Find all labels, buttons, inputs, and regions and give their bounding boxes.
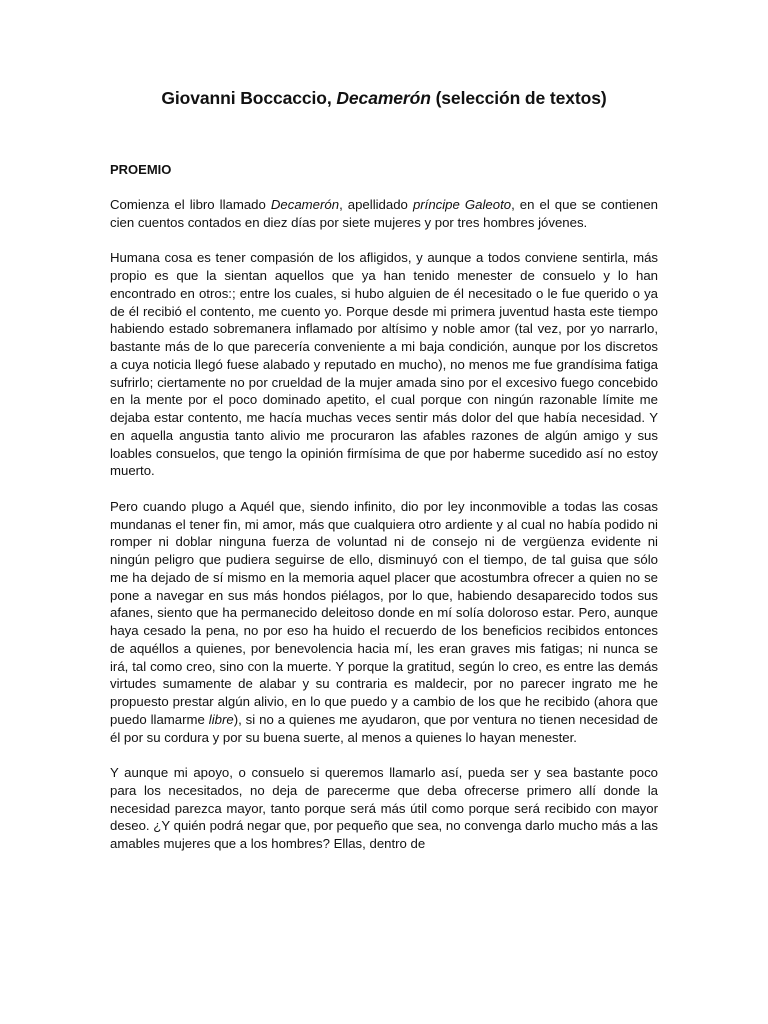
title-suffix: (selección de textos) [430, 88, 607, 108]
document-title [110, 88, 658, 109]
paragraph-1-italic-1: Decamerón [270, 197, 340, 212]
paragraph-3-part-1: Pero cuando plugo a Aquél que, siendo infinito, dio por ley inconmovible a todas las cosas mundanas el tener fin, mi amor, más que cualquiera otro ardiente y al cual no había podido ni romper ni doblar ninguna fuerza de voluntad ni de consejo ni de vergüenza evidente ni ningún peligro que pudiera seguirse de ello, disminuyó con el tiempo, de tal guisa que sólo me ha dejado de sí mismo en la memoria aquel placer que acostumbra ofrecer a quien no se pone a navegar en sus más hondos piélagos, por lo que, habiendo desaparecido todos sus afanes, siento que ha permanecido deleitoso donde en mí solía doloroso estar. Pero, aunque haya cesado la pena, no por eso ha huido el recuerdo de los beneficios recibidos entonces de aquéllos a quienes, por benevolencia hacia mí, les eran graves mis fatigas; ni nunca se irá, tal como creo, sino con la muerte. Y porque la gratitud, según lo creo, es entre las demás virtudes sumamente de alabar y su contraria es maldecir, por no parecer ingrato me he propuesto prestar algún alivio, en lo que puedo y a cambio de los que he recibido (ahora que puedo llamarme [110, 498, 658, 727]
paragraph-3 [110, 498, 658, 747]
title-author: Giovanni Boccaccio, [161, 88, 337, 108]
paragraph-4: Y aunque mi apoyo, o consuelo si queremos llamarlo así, pueda ser y sea bastante poco para los necesitados, no deja de parecerme que deba ofrecerse primero allí donde la necesidad parezca mayor, tanto porque será más útil como porque será recibido con mayor deseo. ¿Y quién podrá negar que, por pequeño que sea, no convenga darlo mucho más a las amables mujeres que a los hombres? Ellas, dentro de [110, 765, 658, 851]
section-heading: PROEMIO [110, 162, 172, 177]
paragraph-2: Humana cosa es tener compasión de los afligidos, y aunque a todos conviene sentirla, más propio es que la sientan aquellos que ya han tenido menester de consuelo y lo han encontrado en otros:; entre los cuales, si hubo alguien de él necesitado o le fue querido o ya de él recibió el contento, me cuento yo. Porque desde mi primera juventud hasta este tiempo habiendo estado sobremanera inflamado por altísimo y noble amor (tal vez, por yo narrarlo, bastante más de lo que parecería conveniente a mi baja condición, aunque por los discretos a cuya noticia llegó fuese alabado y reputado en mucho), no menos me fue grandísima fatiga sufrirlo; ciertamente no por crueldad de la mujer amada sino por el excesivo fuego concebido en la mente por el poco dominado apetito, el cual porque con ningún razonable límite me dejaba estar contento, me hacía muchas veces sentir más dolor del que había necesidad. Y en aquella angustia tanto alivio me procuraron las afables razones de algún amigo y sus loables consuelos, que tengo la opinión firmísima de que por haberme sucedido así no estoy muerto. [110, 250, 658, 479]
paragraph-1-italic-2: príncipe Galeoto [412, 197, 512, 212]
title-work: Decamerón [336, 88, 431, 108]
paragraph-1-part-3: , en el que se contienen cien cuentos contados en diez días por siete mujeres y por tres hombres jóvenes. [110, 197, 658, 230]
paragraph-1-part-1: Comienza el libro llamado [110, 197, 271, 212]
body-text [110, 196, 658, 871]
paragraph-1-part-2: , apellidado [339, 197, 413, 212]
paragraph-3-italic-1: libre [208, 711, 234, 727]
paragraph-1 [110, 196, 658, 232]
paragraph-3-part-2: ), si no a quienes me ayudaron, que por ventura no tienen necesidad de él por su cordura y por su buena suerte, al menos a quienes lo hayan menester. [110, 711, 658, 745]
